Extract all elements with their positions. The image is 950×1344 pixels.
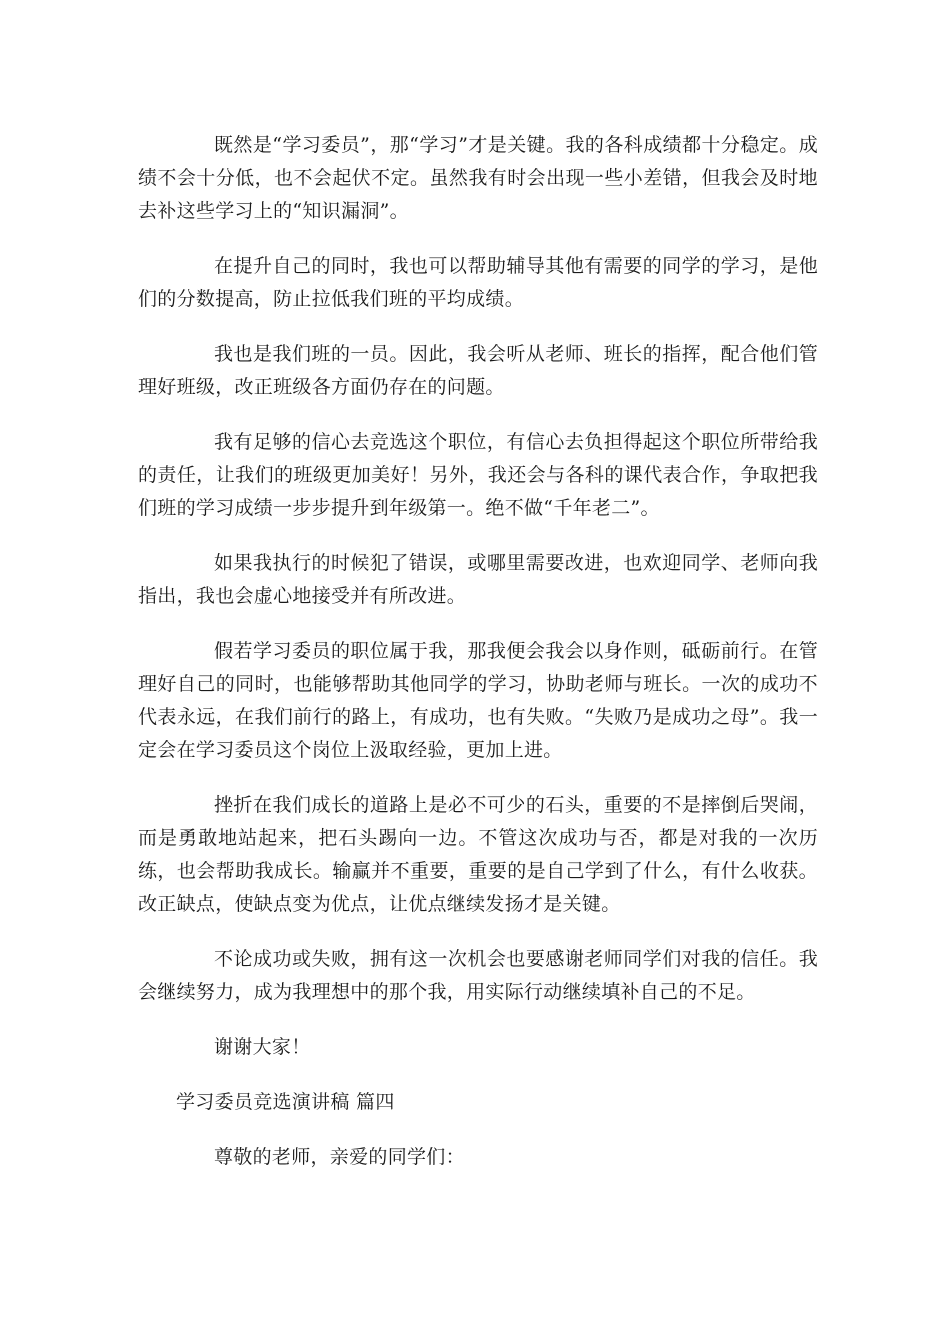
section-title: 学习委员竞选演讲稿 篇四	[176, 1091, 395, 1113]
thanks-line: 谢谢大家！	[214, 1036, 311, 1058]
paragraph-7: 挫折在我们成长的道路上是必不可少的石头，重要的不是摔倒后哭闹，而是勇敢地站起来，把石头踢向一边。不管这次成功与否，都是对我的一次历练，也会帮助我成长。输赢并不重要，重要的是自己学到了什么，有什么收获。改正缺点，使缺点变为优点，让优点继续发扬才是关键。	[138, 794, 818, 915]
paragraph-1: 既然是“学习委员”，那“学习”才是关键。我的各科成绩都十分稳定。成绩不会十分低，也不会起伏不定。虽然我有时会出现一些小差错，但我会及时地去补这些学习上的“知识漏洞”。	[138, 134, 818, 222]
document-body	[138, 129, 818, 1196]
paragraph-6: 假若学习委员的职位属于我，那我便会我会以身作则，砥砺前行。在管理好自己的同时，也能够帮助其他同学的学习，协助老师与班长。一次的成功不代表永远，在我们前行的路上，有成功，也有失败。“失败乃是成功之母”。我一定会在学习委员这个岗位上汲取经验，更加上进。	[138, 640, 818, 761]
paragraph-4: 我有足够的信心去竞选这个职位，有信心去负担得起这个职位所带给我的责任，让我们的班级更加美好！另外，我还会与各科的课代表合作，争取把我们班的学习成绩一步步提升到年级第一。绝不做“千年老二”。	[138, 431, 818, 519]
paragraph-3: 我也是我们班的一员。因此，我会听从老师、班长的指挥，配合他们管理好班级，改正班级各方面仍存在的问题。	[138, 343, 818, 398]
paragraph-2: 在提升自己的同时，我也可以帮助辅导其他有需要的同学的学习，是他们的分数提高，防止拉低我们班的平均成绩。	[138, 255, 818, 310]
greeting-line: 尊敬的老师，亲爱的同学们：	[214, 1146, 465, 1168]
paragraph-8: 不论成功或失败，拥有这一次机会也要感谢老师同学们对我的信任。我会继续努力，成为我理想中的那个我，用实际行动继续填补自己的不足。	[138, 948, 818, 1003]
paragraph-5: 如果我执行的时候犯了错误，或哪里需要改进，也欢迎同学、老师向我指出，我也会虚心地接受并有所改进。	[138, 552, 818, 607]
